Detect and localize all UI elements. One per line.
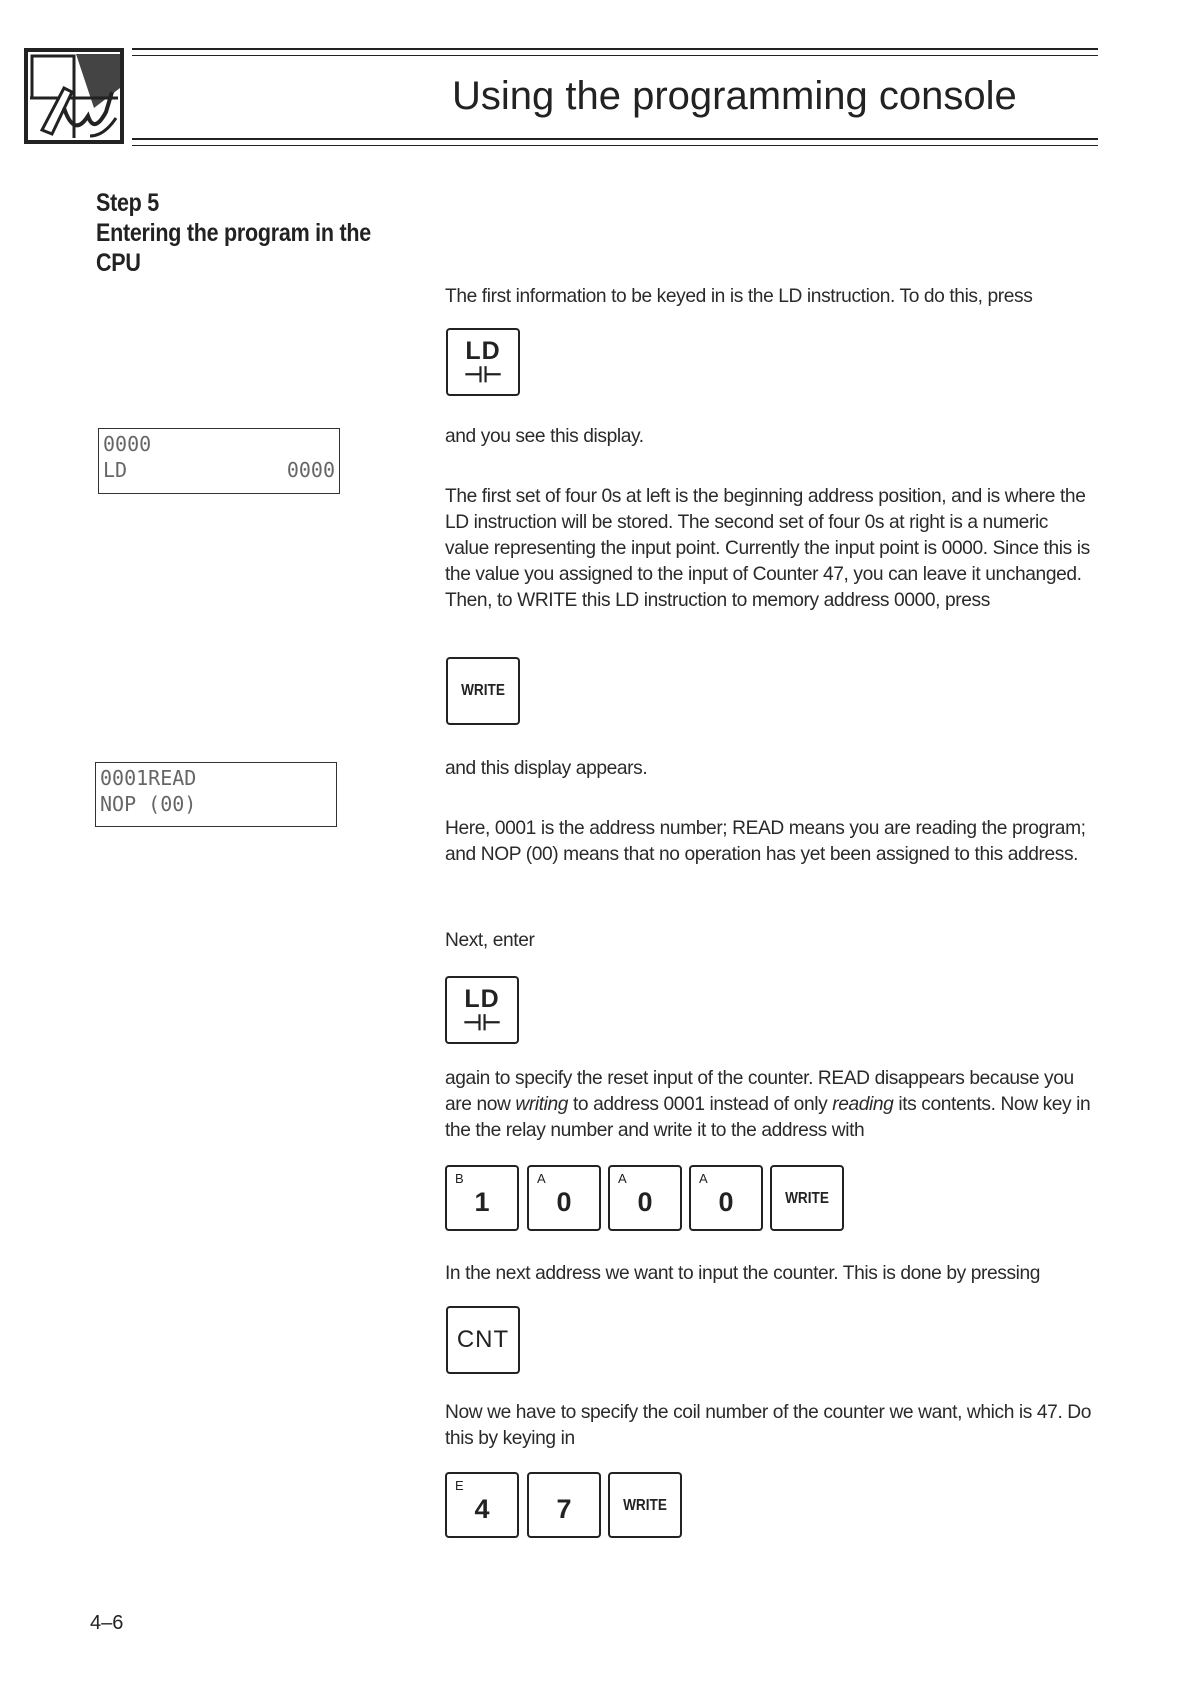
ld-key-label: LD <box>465 337 501 365</box>
paragraph-6: Next, enter <box>445 930 535 951</box>
header-rule-top-thin <box>132 55 1098 56</box>
numeric-key: A 0 <box>608 1165 682 1231</box>
section-heading <box>96 188 371 278</box>
ld-key <box>446 328 520 396</box>
heading-line-1: Entering the program in the <box>96 219 371 247</box>
ld-key <box>445 976 519 1044</box>
hand-writing-icon <box>24 48 124 144</box>
display-1-line-1: 0000 <box>103 432 152 456</box>
heading-line-2: CPU <box>96 249 141 277</box>
paragraph-3: The first set of four 0s at left is the beginning address position, and is where the LD instruction will be stored. The second set of four 0s at right is a numeric value representing the input point. Currently the input point is 0000. Since this is the value you assigned to the input of Counter 47, you can leave it unchanged. Then, to WRITE this LD instruction to memory address 0000, press <box>445 486 1090 611</box>
page-number: 4–6 <box>90 1612 124 1634</box>
emphasis-writing: writing <box>515 1094 569 1115</box>
numeric-key: A 0 <box>689 1165 763 1231</box>
display-2-line-2: NOP (00) <box>100 792 197 816</box>
display-1-value: 0000 <box>286 458 335 482</box>
paragraph-9: Now we have to specify the coil number of the counter we want, which is 47. Do this by keying in <box>445 1402 1092 1449</box>
step-label: Step 5 <box>96 189 159 217</box>
header-rule-bottom <box>132 138 1098 140</box>
numeric-key: 7 <box>527 1472 601 1538</box>
write-key-label: WRITE <box>461 682 505 699</box>
paragraph-5: Here, 0001 is the address number; READ means you are reading the program; and NOP (00) means that no operation has yet been assigned to this address. <box>445 818 1086 865</box>
contact-symbol-icon: ⊣⊢ <box>463 362 503 387</box>
paragraph-1: The first information to be keyed in is the LD instruction. To do this, press <box>445 286 1033 307</box>
console-display-1 <box>98 428 340 494</box>
numeric-key: E 4 <box>445 1472 519 1538</box>
emphasis-reading: reading <box>832 1094 894 1115</box>
header-rule-top <box>132 48 1098 50</box>
write-key <box>446 657 520 725</box>
numeric-key: B 1 <box>445 1165 519 1231</box>
ld-key-label: LD <box>464 985 500 1013</box>
console-display-2 <box>95 762 337 827</box>
display-2-line-1: 0001READ <box>100 766 197 790</box>
page-title: Using the programming console <box>452 74 1017 118</box>
header-rule-bottom-thin <box>132 145 1098 146</box>
logo <box>24 48 124 144</box>
contact-symbol-icon: ⊣⊢ <box>462 1010 502 1035</box>
numeric-key: A 0 <box>527 1165 601 1231</box>
paragraph-2: and you see this display. <box>445 426 644 447</box>
paragraph-7: again to specify the reset input of the counter. READ disappears because you are now writing to address 0001 instead of only reading its contents. Now key in the the relay number and write it to the address with <box>445 1068 1091 1141</box>
cnt-key-label: CNT <box>456 1326 510 1353</box>
display-1-instruction: LD <box>103 458 128 482</box>
write-key: WRITE <box>770 1165 844 1231</box>
paragraph-4: and this display appears. <box>445 758 648 779</box>
paragraph-8: In the next address we want to input the counter. This is done by pressing <box>445 1263 1041 1284</box>
write-key: WRITE <box>608 1472 682 1538</box>
cnt-key <box>446 1306 520 1374</box>
